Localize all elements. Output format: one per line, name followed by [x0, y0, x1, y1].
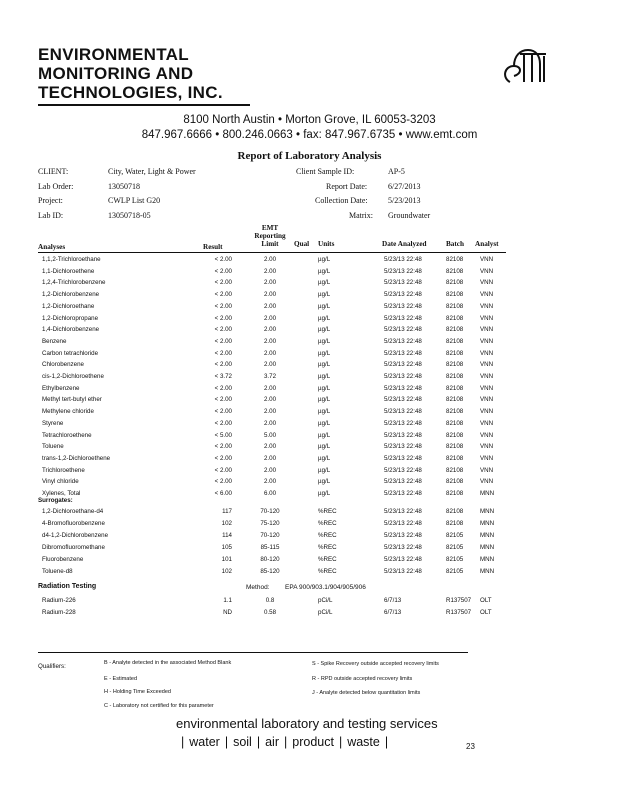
analyte-units: %REC: [318, 567, 337, 575]
company-contact: 847.967.6666 • 800.246.0663 • fax: 847.967.6735 • www.emt.com: [141, 129, 478, 141]
analyte-name: 1,2-Dichloroethane: [42, 302, 95, 310]
footer-tagline: environmental laboratory and testing services: [176, 716, 438, 731]
analyte-date: 5/23/13 22:48: [384, 431, 422, 439]
analyte-result: < 6.00: [214, 490, 232, 497]
service-2: air: [265, 735, 279, 749]
analyte-batch: 82108: [446, 478, 464, 486]
col-limit-line2: Reporting: [254, 232, 286, 240]
table-row: [38, 350, 578, 360]
analyte-date: 5/23/13 22:48: [384, 267, 422, 275]
analyte-date: 5/23/13 22:48: [384, 555, 422, 563]
analyte-units: µg/L: [318, 466, 331, 474]
analyte-limit: 2.00: [263, 314, 277, 322]
analyte-limit: 85-120: [260, 567, 280, 575]
table-row: [38, 338, 578, 348]
analyte-name: Radium-226: [42, 597, 76, 604]
analyte-result: < 3.72: [214, 373, 232, 380]
analyte-batch: 82108: [446, 431, 464, 439]
analyte-units: µg/L: [318, 256, 331, 263]
analyte-batch: 82108: [446, 508, 464, 515]
analyte-batch: 82108: [446, 291, 464, 299]
analyte-analyst: VNN: [480, 419, 494, 427]
analyte-analyst: MNN: [480, 555, 495, 563]
analyte-name: Vinyl chloride: [42, 478, 79, 486]
analyte-date: 5/23/13 22:48: [384, 396, 422, 404]
analyte-date: 5/23/13 22:48: [384, 302, 422, 310]
analyte-units: µg/L: [318, 384, 331, 392]
analyte-name: Toluene: [42, 443, 64, 451]
analyte-result: < 2.00: [214, 443, 232, 451]
analyte-analyst: MNN: [480, 567, 495, 575]
analyte-analyst: OLT: [480, 597, 492, 604]
analyte-batch: 82108: [446, 326, 464, 334]
page-number: 23: [466, 742, 475, 751]
analyte-limit: 2.00: [263, 466, 277, 474]
analyte-date: 6/7/13: [384, 608, 402, 616]
analyte-analyst: VNN: [480, 267, 494, 275]
analyte-limit: 2.00: [263, 384, 277, 392]
analyte-result: < 2.00: [214, 256, 232, 263]
surrogate-row: [38, 508, 578, 518]
table-row: [38, 303, 578, 313]
analyte-date: 5/23/13 22:48: [384, 373, 422, 380]
analyte-result: < 2.00: [214, 408, 232, 416]
analyte-result: < 2.00: [214, 291, 232, 299]
footer-services: [176, 735, 393, 749]
analyte-analyst: VNN: [480, 396, 494, 404]
analyte-units: µg/L: [318, 361, 331, 369]
analyte-analyst: VNN: [480, 443, 494, 451]
analyte-limit: 3.72: [263, 373, 277, 380]
analyte-date: 5/23/13 22:48: [384, 349, 422, 357]
analyte-units: %REC: [318, 543, 337, 551]
analyte-analyst: MNN: [480, 490, 495, 497]
surrogate-row: [38, 532, 578, 542]
analyte-limit: 2.00: [263, 267, 277, 275]
analyte-batch: 82108: [446, 419, 464, 427]
table-row: [38, 315, 578, 325]
analyte-name: 1,2,4-Trichlorobenzene: [42, 279, 106, 287]
analyte-analyst: VNN: [480, 314, 494, 322]
analyte-analyst: VNN: [480, 256, 494, 263]
analyte-result: < 2.00: [214, 454, 232, 462]
analyte-units: %REC: [318, 531, 337, 539]
table-row: [38, 326, 578, 336]
analyte-limit: 5.00: [263, 431, 277, 439]
analyte-analyst: VNN: [480, 478, 494, 486]
sample-id-value: AP-5: [388, 167, 405, 176]
analyte-result: < 2.00: [214, 302, 232, 310]
analyte-units: µg/L: [318, 373, 331, 380]
analyte-batch: 82105: [446, 555, 464, 563]
analyte-analyst: VNN: [480, 431, 494, 439]
service-3: product: [292, 735, 334, 749]
analyte-batch: 82108: [446, 337, 464, 345]
lab-order-value: 13050718: [108, 182, 140, 191]
qualifier-e: E - Estimated: [104, 676, 138, 682]
col-analyses: Analyses: [38, 243, 66, 251]
analyte-units: µg/L: [318, 490, 331, 497]
table-row: [38, 443, 578, 453]
analyte-analyst: OLT: [480, 608, 492, 616]
analyte-date: 5/23/13 22:48: [384, 478, 422, 486]
analyte-result: < 2.00: [214, 349, 232, 357]
analyte-date: 5/23/13 22:48: [384, 408, 422, 416]
analyte-limit: 0.8: [265, 597, 275, 604]
analyte-analyst: VNN: [480, 337, 494, 345]
company-name-line1: ENVIRONMENTAL: [38, 45, 189, 64]
analyte-date: 5/23/13 22:48: [384, 384, 422, 392]
table-row: [38, 268, 578, 278]
header-rule: [38, 104, 250, 106]
analyte-limit: 2.00: [263, 361, 277, 369]
analyte-name: Methyl tert-butyl ether: [42, 396, 102, 404]
table-row: [38, 478, 578, 488]
analyte-analyst: MNN: [480, 543, 495, 551]
analyte-units: µg/L: [318, 291, 331, 299]
report-title: Report of Laboratory Analysis: [237, 150, 382, 162]
service-divider: |: [338, 735, 343, 749]
analyte-batch: 82108: [446, 256, 464, 263]
analyte-analyst: VNN: [480, 279, 494, 287]
service-divider: |: [256, 735, 261, 749]
analyte-limit: 2.00: [263, 302, 277, 310]
analyte-name: 1,1-Dichloroethene: [42, 267, 95, 275]
analyte-units: µg/L: [318, 302, 331, 310]
analyte-units: µg/L: [318, 314, 331, 322]
analyte-units: µg/L: [318, 454, 331, 462]
analyte-name: Radium-228: [42, 608, 76, 616]
analyte-result: < 2.00: [214, 478, 232, 486]
analyte-result: 102: [221, 519, 232, 527]
project-label: Project:: [38, 196, 63, 205]
analyte-date: 5/23/13 22:48: [384, 291, 422, 299]
col-date: Date Analyzed: [382, 240, 427, 248]
analyte-result: 101: [221, 555, 232, 563]
analyte-batch: 82108: [446, 361, 464, 369]
analyte-batch: 82108: [446, 373, 464, 380]
analyte-batch: 82105: [446, 567, 464, 575]
analyte-units: µg/L: [318, 396, 331, 404]
analyte-result: < 2.00: [214, 326, 232, 334]
qualifier-rule: [38, 652, 468, 653]
surrogate-row: [38, 520, 578, 530]
analyte-date: 5/23/13 22:48: [384, 419, 422, 427]
table-row: [38, 455, 578, 465]
analyte-analyst: VNN: [480, 302, 494, 310]
analyte-batch: 82105: [446, 531, 464, 539]
analyte-units: µg/L: [318, 267, 331, 275]
analyte-units: µg/L: [318, 337, 331, 345]
analyte-analyst: MNN: [480, 508, 495, 515]
analyte-units: µg/L: [318, 443, 331, 451]
collection-date-value: 5/23/2013: [388, 196, 421, 205]
analyte-batch: 82108: [446, 314, 464, 322]
radiation-label: Radiation Testing: [38, 583, 97, 590]
analyte-limit: 0.58: [263, 608, 277, 616]
analyte-name: Trichloroethene: [42, 466, 85, 474]
service-divider: |: [384, 735, 389, 749]
analyte-units: µg/L: [318, 326, 331, 334]
analyte-limit: 2.00: [263, 396, 277, 404]
radiation-method-label: Method:: [246, 584, 270, 591]
analyte-limit: 2.00: [263, 291, 277, 299]
analyte-units: µg/L: [318, 408, 331, 416]
analyte-batch: 82108: [446, 279, 464, 287]
analyte-batch: 82108: [446, 490, 464, 497]
analyte-units: µg/L: [318, 478, 331, 486]
analyte-date: 5/23/13 22:48: [384, 531, 422, 539]
table-row: [38, 420, 578, 430]
report-date-label: Report Date:: [326, 182, 368, 191]
table-row: [38, 490, 578, 500]
table-row: [38, 256, 578, 266]
analyte-limit: 70-120: [260, 531, 280, 539]
analyte-limit: 2.00: [263, 256, 277, 263]
analyte-date: 5/23/13 22:48: [384, 490, 422, 497]
table-row: [38, 408, 578, 418]
col-batch: Batch: [446, 240, 464, 248]
analyte-limit: 2.00: [263, 454, 277, 462]
collection-date-label: Collection Date:: [315, 196, 368, 205]
qualifier-h: H - Holding Time Exceeded: [104, 689, 171, 695]
service-0: water: [189, 735, 220, 749]
analyte-batch: 82108: [446, 454, 464, 462]
analyte-units: pCi/L: [318, 608, 333, 616]
analyte-analyst: VNN: [480, 326, 494, 334]
company-address: 8100 North Austin • Morton Grove, IL 60053-3203: [183, 114, 436, 126]
table-row: [38, 291, 578, 301]
analyte-units: µg/L: [318, 431, 331, 439]
analyte-date: 5/23/13 22:48: [384, 567, 422, 575]
analyte-date: 5/23/13 22:48: [384, 256, 422, 263]
service-1: soil: [233, 735, 252, 749]
analyte-limit: 2.00: [263, 478, 277, 486]
analyte-batch: 82108: [446, 384, 464, 392]
analyte-name: 4-Bromofluorobenzene: [42, 519, 105, 527]
analyte-limit: 2.00: [263, 337, 277, 345]
col-qual: Qual: [294, 240, 310, 248]
analyte-batch: 82108: [446, 267, 464, 275]
analyte-result: 102: [221, 567, 232, 575]
analyte-batch: 82108: [446, 519, 464, 527]
service-4: waste: [347, 735, 380, 749]
analyte-units: %REC: [318, 519, 337, 527]
col-result: Result: [203, 243, 223, 251]
qualifier-b: B - Analyte detected in the associated Method Blank: [104, 660, 232, 666]
surrogates-label: Surrogates:: [38, 497, 73, 504]
qualifier-r: R - RPD outside accepted recovery limits: [312, 676, 413, 682]
analyte-limit: 70-120: [260, 508, 280, 515]
analyte-result: < 2.00: [214, 267, 232, 275]
analyte-name: Fluorobenzene: [42, 555, 84, 563]
radiation-method-value: EPA 900/903.1/904/905/906: [285, 584, 366, 591]
analyte-name: Styrene: [42, 419, 64, 427]
analyte-date: 5/23/13 22:48: [384, 454, 422, 462]
table-row: [38, 373, 578, 383]
analyte-limit: 2.00: [263, 279, 277, 287]
emt-logo: [500, 44, 552, 88]
analyte-result: < 2.00: [214, 337, 232, 345]
analyte-result: < 2.00: [214, 419, 232, 427]
company-name-line3: TECHNOLOGIES, INC.: [38, 83, 223, 102]
table-row: [38, 279, 578, 289]
col-limit: [248, 224, 292, 248]
analyte-name: 1,2-Dichloroethane-d4: [42, 508, 104, 515]
analyte-result: < 2.00: [214, 396, 232, 404]
analyte-limit: 2.00: [263, 443, 277, 451]
analyte-analyst: VNN: [480, 466, 494, 474]
analyte-result: < 2.00: [214, 279, 232, 287]
analyte-batch: 82108: [446, 466, 464, 474]
col-limit-line1: EMT: [261, 224, 279, 232]
analyte-analyst: VNN: [480, 408, 494, 416]
matrix-value: Groundwater: [388, 211, 431, 220]
col-analyst: Analyst: [475, 240, 499, 248]
analyte-name: Tetrachloroethene: [42, 431, 92, 439]
analyte-analyst: VNN: [480, 373, 494, 380]
lab-id-value: 13050718-05: [108, 211, 151, 220]
analyte-analyst: MNN: [480, 531, 495, 539]
analyte-limit: 80-120: [260, 555, 280, 563]
analyte-date: 6/7/13: [384, 597, 402, 604]
company-name-line2: MONITORING AND: [38, 64, 194, 83]
analyte-date: 5/23/13 22:48: [384, 337, 422, 345]
qualifier-s: S - Spike Recovery outside accepted recovery limits: [312, 661, 439, 667]
service-divider: |: [284, 735, 288, 749]
analyte-batch: 82108: [446, 396, 464, 404]
radiation-row: [38, 609, 578, 619]
qualifier-j: J - Analyte detected below quantitation limits: [312, 690, 421, 696]
lab-id-label: Lab ID:: [38, 211, 64, 220]
client-value: City, Water, Light & Power: [108, 167, 196, 176]
analyte-batch: 82108: [446, 408, 464, 416]
report-date-value: 6/27/2013: [388, 182, 421, 191]
analyte-name: Chlorobenzene: [42, 361, 84, 369]
table-row: [38, 467, 578, 477]
analyte-result: < 2.00: [214, 314, 232, 322]
analyte-result: 1.1: [223, 597, 232, 604]
table-row: [38, 361, 578, 371]
analyte-date: 5/23/13 22:48: [384, 508, 422, 515]
analyte-batch: R137507: [446, 608, 472, 616]
col-limit-line3: Limit: [261, 240, 279, 248]
analyte-name: Ethylbenzene: [42, 384, 80, 392]
analyte-result: < 2.00: [214, 361, 232, 369]
analyte-date: 5/23/13 22:48: [384, 361, 422, 369]
analyte-limit: 2.00: [263, 408, 277, 416]
surrogate-row: [38, 568, 578, 578]
analyte-analyst: MNN: [480, 519, 495, 527]
analyte-name: d4-1,2-Dichlorobenzene: [42, 531, 109, 539]
analyte-units: %REC: [318, 508, 337, 515]
analyte-units: pCi/L: [318, 597, 333, 604]
analyte-date: 5/23/13 22:48: [384, 519, 422, 527]
analyte-date: 5/23/13 22:48: [384, 314, 422, 322]
analyte-limit: 2.00: [263, 419, 277, 427]
analyte-result: < 2.00: [214, 384, 232, 392]
analyte-analyst: VNN: [480, 454, 494, 462]
analyte-limit: 2.00: [263, 326, 277, 334]
table-row: [38, 432, 578, 442]
service-divider: |: [224, 735, 229, 749]
analyte-date: 5/23/13 22:48: [384, 326, 422, 334]
analyte-name: Carbon tetrachloride: [42, 349, 99, 357]
analyte-result: < 2.00: [214, 466, 232, 474]
analyte-name: Benzene: [42, 337, 67, 345]
analyte-name: 1,4-Dichlorobenzene: [42, 326, 100, 334]
analyte-batch: 82108: [446, 302, 464, 310]
analyte-limit: 6.00: [263, 490, 277, 497]
qualifiers-label: Qualifiers:: [38, 663, 66, 670]
analyte-analyst: VNN: [480, 361, 494, 369]
col-units: Units: [318, 240, 335, 248]
analyte-batch: 82108: [446, 349, 464, 357]
analyte-units: %REC: [318, 555, 337, 563]
table-row: [38, 396, 578, 406]
analyte-units: µg/L: [318, 349, 331, 357]
analyte-units: µg/L: [318, 419, 331, 427]
matrix-label: Matrix:: [349, 211, 373, 220]
radiation-row: [38, 597, 578, 607]
analyte-name: cis-1,2-Dichloroethene: [42, 373, 104, 380]
service-divider: |: [181, 735, 185, 749]
analyte-batch: 82105: [446, 543, 464, 551]
analyte-batch: R137507: [446, 597, 472, 604]
analyte-result: < 5.00: [214, 431, 232, 439]
analyte-date: 5/23/13 22:48: [384, 466, 422, 474]
project-value: CWLP List G20: [108, 196, 161, 205]
analyte-analyst: VNN: [480, 291, 494, 299]
analyte-name: Toluene-d8: [42, 567, 73, 575]
qualifier-c: C - Laboratory not certified for this parameter: [104, 703, 214, 709]
analyte-result: 114: [222, 531, 232, 539]
analyte-date: 5/23/13 22:48: [384, 279, 422, 287]
analyte-name: 1,2-Dichlorobenzene: [42, 291, 100, 299]
table-header-rule: [38, 252, 506, 253]
analyte-limit: 75-120: [260, 519, 280, 527]
surrogate-row: [38, 544, 578, 554]
sample-id-label: Client Sample ID:: [296, 167, 355, 176]
analyte-name: Dibromofluoromethane: [42, 543, 105, 551]
analyte-name: 1,2-Dichloropropane: [42, 314, 99, 322]
analyte-name: trans-1,2-Dichloroethene: [42, 454, 111, 462]
analyte-units: µg/L: [318, 279, 331, 287]
lab-order-label: Lab Order:: [38, 182, 74, 191]
analyte-batch: 82108: [446, 443, 464, 451]
analyte-name: Xylenes, Total: [42, 490, 81, 497]
analyte-name: Methylene chloride: [42, 408, 94, 416]
analyte-result: ND: [223, 608, 232, 616]
table-row: [38, 385, 578, 395]
client-label: CLIENT:: [38, 167, 69, 176]
analyte-limit: 85-115: [260, 543, 280, 551]
analyte-analyst: VNN: [480, 384, 494, 392]
analyte-name: 1,1,2-Trichloroethane: [42, 256, 101, 263]
surrogate-row: [38, 556, 578, 566]
analyte-limit: 2.00: [263, 349, 277, 357]
analyte-result: 117: [222, 508, 232, 515]
analyte-date: 5/23/13 22:48: [384, 543, 422, 551]
analyte-analyst: VNN: [480, 349, 494, 357]
analyte-result: 105: [221, 543, 232, 551]
analyte-date: 5/23/13 22:48: [384, 443, 422, 451]
